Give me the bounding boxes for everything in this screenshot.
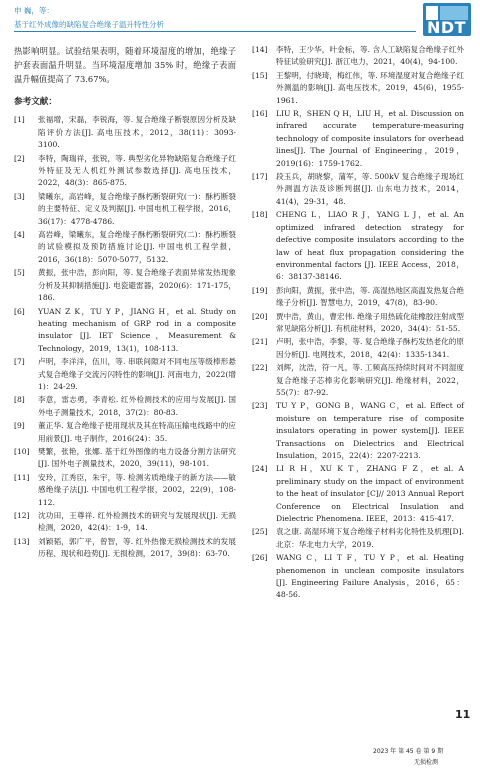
reference-text: 黄振，张中浩，彭向阳，等. 复合绝缘子表面异常发热现象分析及其抑制措施[J]. 电瓷避雷器，2020(6)：171-175，186. — [38, 268, 236, 303]
reference-number: [14] — [252, 45, 268, 54]
reference-item — [14, 267, 236, 304]
reference-item — [252, 526, 464, 551]
reference-number: [20] — [252, 311, 268, 321]
reference-text: 刘颖韬，郭广平，曾智，等. 红外热像无损检测技术的发展历程、现状和趋势[J]. 无损检测，2017，39(8)：63-70. — [38, 536, 236, 559]
reference-number: [8] — [14, 395, 25, 405]
reference-number: [13] — [14, 536, 30, 546]
reference-number: [12] — [14, 511, 30, 520]
header-rule — [14, 31, 416, 32]
reference-item — [252, 400, 464, 462]
running-head-title: 基于红外成像的缺陷复合绝缘子温升特性分析 — [14, 20, 164, 29]
reference-number: [19] — [252, 285, 268, 295]
running-head-authors: 申 巍，等： — [14, 6, 54, 15]
reference-number: [2] — [14, 153, 25, 163]
reference-text: 彭向阳，黄振，张中浩，等. 高湿热地区高温发热复合绝缘子分析[J]. 智慧电力，2019，47(8)，83-90. — [276, 285, 464, 308]
reference-text: 梁曦东，高岩峰，复合绝缘子酥朽断裂研究(一)：酥朽断裂的主要特征、定义及判据[J]. 中国电机工程学报，2016，36(17)：4778-4786. — [38, 191, 236, 226]
reference-number: [5] — [14, 268, 25, 278]
reference-number: [15] — [252, 70, 268, 80]
reference-text: 李意，雷志勇，李青松. 红外检测技术的应用与发展[J]. 国外电子测量技术，2018，37(2)：80-83. — [38, 395, 236, 417]
reference-item — [14, 446, 236, 471]
reference-text: LIU R，SHEN Q H，LIU H，et al. Discussion on infrared accurate temperature-measuring technology of composite insulators for overhead lines[J]. The Journal of Engineering，2019，2019(16)：1759-1762. — [276, 109, 464, 168]
reference-item — [14, 306, 236, 356]
reference-number: [7] — [14, 357, 25, 367]
reference-text: 段玉兵，胡晓黎，蒲军，等. 500kV 复合绝缘子现场红外测温方法及诊断判据[J]. 山东电力技术，2014，41(4)，29-31，48. — [276, 172, 464, 206]
reference-text: 卢明，张中浩，李黎，等. 复合绝缘子酥朽发热老化的原因分析[J]. 电网技术，2018，42(4)：1335-1341. — [276, 337, 464, 359]
reference-text: 卢明，李洋洋，伍川，等. 串联间隙对不同电压等级棒形悬式复合绝缘子交流污闪特性的影响[J]. 河南电力，2022(增 1)：24-29. — [38, 357, 236, 391]
reference-item — [252, 311, 464, 336]
reference-number: [9] — [14, 421, 25, 431]
reference-text: 安玲，江秀臣，朱宇，等. 检测劣质绝缘子的新方法——敏感绝缘子法[J]. 中国电机工程学报，2002，22(9)，108-112. — [38, 472, 236, 507]
reference-item — [14, 394, 236, 419]
reference-text: 刘辉，沈浩，符一凡，等. 工频高压持续时间对不同湿度复合绝缘子芯棒劣化影响研究[J]. 绝缘材料，2022，55(7)：87-92. — [276, 363, 464, 397]
reference-item — [14, 229, 236, 266]
logo-text: NDT — [427, 18, 467, 36]
reference-item — [14, 510, 236, 535]
right-column — [252, 44, 464, 603]
reference-number: [24] — [252, 464, 268, 474]
references-heading: 参考文献： — [14, 97, 57, 107]
reference-text: TU Y P，GONG B，WANG C，et al. Effect of moisture on temperature rise of composite insulators operating in power system[J]. IEEE Transactions on Dielectrics and Electrical Insulation，2015，22(4)：2207-2213. — [276, 401, 464, 460]
page-number: 11 — [455, 708, 471, 721]
reference-item — [14, 536, 236, 561]
reference-text: CHENG L，LIAO R J，YANG L J，et al. An optimized infrared detection strategy for defective composite insulators according to the law of heat flux propagation considering the environmental factors [J]. IEEE Access，2018，6：38137-38146. — [276, 210, 464, 282]
reference-item — [252, 336, 464, 361]
reference-number: [26] — [252, 553, 268, 563]
reference-text: WANG C，LI T F，TU Y P，et al. Heating phenomenon in unclean composite insulators [J]. Engineering Failure Analysis，2016，65：48-56. — [276, 553, 464, 600]
reference-item — [252, 463, 464, 525]
reference-item — [14, 191, 236, 228]
reference-number: [16] — [252, 109, 268, 119]
intro-paragraph: 热影响明显。试验结果表明，随着环境湿度的增加，绝缘子护套表面温升明显。当环境湿度增加 35% 时，绝缘子表面温升幅值提高了 73.67%。 — [14, 46, 236, 84]
reference-item — [14, 153, 236, 190]
reference-number: [6] — [14, 306, 25, 316]
reference-number: [18] — [252, 210, 268, 220]
reference-text: 张福增，宋磊，李锐海，等. 复合绝缘子断裂原因分析及缺陷评价方法[J]. 高电压技术，2012，38(11)：3093-3100. — [38, 115, 236, 150]
reference-text: 袁之康. 高湿环境下复合绝缘子材料劣化特性及机理[D]. 北京：华北电力大学，2019. — [276, 527, 464, 549]
reference-item — [252, 70, 464, 107]
reference-text: 樊繁，张艳，张娜. 基于红外图像的电力设备分割方法研究[J]. 国外电子测量技术，2020，39(11)，98-101. — [38, 446, 236, 469]
reference-item — [14, 472, 236, 509]
reference-text: 贾中浩，黄山，曹宏伟. 绝缘子用热硫化硅橡胶注射成型常见缺陷分析[J]. 有机硅材料，2020，34(4)：51-55. — [276, 311, 464, 333]
reference-number: [3] — [14, 191, 25, 201]
reference-number: [23] — [252, 401, 268, 411]
reference-item — [252, 209, 464, 283]
reference-list-left — [14, 114, 236, 560]
reference-number: [4] — [14, 230, 25, 240]
reference-text: 李特，王少华，叶金标，等. 含人工缺陷复合绝缘子红外特征试验研究[J]. 浙江电力，2021，40(4)，94-100. — [276, 45, 464, 67]
reference-text: YUAN Z K，TU Y P，JIANG H，et al. Study on heating mechanism of GRP rod in a composite insulator [J]. IET Science，Measurement & Technology，2019，13(1)，108-113. — [38, 306, 236, 353]
reference-text: LI R H，XU K T，ZHANG F Z，et al. A preliminary study on the impact of environment to the heat of insulator [C]// 2013 Annual Report Conference on Electrical Insulation and Dielectric Phenomena. IEEE，2013：415-417. — [276, 464, 464, 524]
journal-name: 无损检测 — [414, 759, 439, 766]
reference-number: [21] — [252, 337, 268, 347]
reference-item — [252, 285, 464, 310]
reference-text: 董正华. 复合绝缘子使用现状及其在特高压输电线路中的应用前景[J]. 电子制作，2016(24)：35. — [38, 421, 236, 443]
ndt-logo — [423, 3, 471, 36]
reference-text: 沈功田，王尊祥. 红外检测技术的研究与发展现状[J]. 无损检测，2020，42(4)：1-9，14. — [38, 511, 236, 533]
reference-item — [14, 114, 236, 151]
page-header — [0, 0, 480, 40]
reference-list-right — [252, 44, 464, 602]
reference-number: [1] — [14, 115, 25, 125]
reference-number: [17] — [252, 172, 268, 182]
reference-text: 高岩峰，梁曦东，复合绝缘子酥朽断裂研究(二)：酥朽断裂的试验模拟及预防措施讨论[J]. 中国电机工程学报，2016，36(18)：5070-5077，5132. — [38, 230, 236, 264]
reference-number: [10] — [14, 446, 30, 456]
reference-number: [11] — [14, 472, 30, 482]
reference-number: [25] — [252, 527, 268, 537]
reference-text: 王黎明，付晓琦，梅红伟，等. 环境湿度对复合绝缘子红外测温的影响[J]. 高电压技术，2019，45(6)，1955-1961. — [276, 70, 464, 105]
reference-item — [14, 420, 236, 445]
reference-text: 李特，陶瑞祥，张锐，等. 典型劣化异物缺陷复合绝缘子红外特征及无人机红外测试参数选择[J]. 高电压技术，2022，48(3)：865-875. — [38, 153, 236, 188]
reference-item — [252, 552, 464, 602]
reference-item — [252, 171, 464, 208]
issue-info: 2023 年 第 45 卷 第 9 期 — [373, 748, 444, 755]
reference-item — [252, 44, 464, 69]
left-column — [14, 44, 236, 562]
reference-item — [14, 356, 236, 393]
reference-item — [252, 362, 464, 399]
reference-number: [22] — [252, 363, 268, 373]
reference-item — [252, 108, 464, 170]
